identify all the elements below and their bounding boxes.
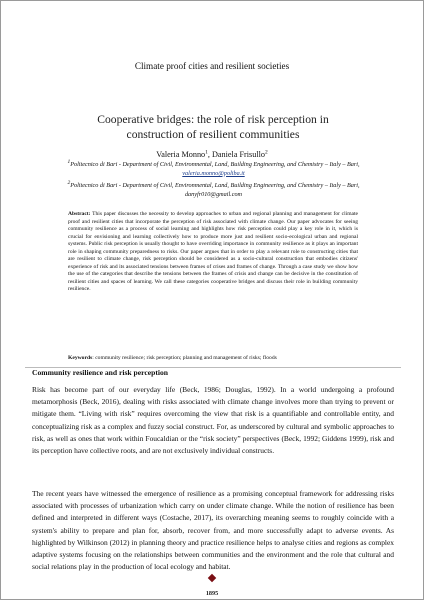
keywords (68, 355, 358, 363)
affil-text: Politecnico di Bari - Department of Civil, Environmental, Land, Building Engineering, and Chemistry – Italy – Bari, (70, 182, 360, 189)
abstract-label: Abstract: (68, 211, 91, 217)
affil-mark: 1 (67, 158, 71, 165)
paper-title-line1: Cooperative bridges: the role of risk perception in (97, 113, 329, 126)
page-footer (1, 575, 423, 600)
paper-title-line2: construction of resilient communities (126, 128, 300, 141)
affil-mark: 2 (67, 179, 71, 186)
body-paragraph-1: Risk has become part of our everyday life (Beck, 1986; Douglas, 1992). In a world undergoing a profound metamorphosis (Beck, 2016), dealing with risks associated with climate change involves more than trying to prevent or mitigate them. “Living with risk” requires overcoming the view that risk is a quantifiable and controllable entity, and conceptualizing risk as a complex and fuzzy social construct. For, as underscored by cultural and symbolic approaches to risk, as well as ones that work within Foucaldian or the “risk society” perspectives (Beck, 1992; Giddens 1999), risk and its perception have collective roots, and are not exclusively individual constructs. (32, 385, 394, 456)
author-email-link[interactable]: valeria.monno@poliba.it (182, 169, 245, 177)
affiliation-2 (61, 179, 366, 200)
paper-title (51, 112, 375, 142)
author-affil-mark: 2 (264, 149, 268, 156)
author-separator: , (207, 150, 212, 159)
author-name: Daniela Frisullo (212, 150, 265, 159)
author-affil-mark: 1 (205, 149, 208, 156)
abstract (68, 211, 358, 294)
author-email-text: danyfr010@gmail.com (184, 190, 243, 198)
keywords-text: : community resilience; risk perception; planning and management of risks; floods (92, 355, 277, 361)
ornament-icon (208, 574, 216, 582)
author-name: Valeria Monno (156, 150, 206, 159)
running-header: Climate proof cities and resilient societies (134, 61, 290, 71)
section-heading: Community resilience and risk perception (32, 368, 168, 377)
author-list (1, 150, 423, 159)
affil-text: Politecnico di Bari - Department of Civil, Environmental, Land, Building Engineering, and Chemistry – Italy – Bari, (70, 161, 360, 168)
affiliation-1 (61, 158, 366, 179)
body-paragraph-2: The recent years have witnessed the emergence of resilience as a promising conceptual framework for addressing risks associated with processes of urbanization which carry on under climate change. While the notion of resilience has been defined and interpreted in different ways (Costache, 2017), its overarching meaning seems to roughly coincide with a system's ability to prepare and plan for, absorb, recover from, and more successfully adapt to adverse events. As highlighted by Wilkinson (2012) in planning theory and practice resilience helps to analyse cities and regions as complex adaptive systems focusing on the relationships between communities and the environment and the role that cultural and social relations play in the production of local ecology and habitat. (32, 489, 394, 572)
page-number: 1895 (205, 590, 219, 597)
abstract-text: This paper discusses the necessity to develop approaches to urban and regional planning and management for climate proof and resilient cities that incorporate the perception of risk associated with climate change. Our paper advocates for seeing community resilience as a process of social learning and highlights how risk perception could play a key role in it, which is crucial for envisioning and learning collectively how to produce more just and resilient socio-ecological urban and regional systems. Public risk perception is usually thought to have overriding importance in community resilience as it plays an important role in shaping community preparedness to risks. Our paper argues that in order to play a relevant role to constructing cities that are resilient to climate change, risk perception should be considered as a socio-cultural construction that embodies citizens' experience of risk and its associated tensions between frames of crises and frames of change. Through a case study we show how the use of the categories that describe the tensions between the frames of crisis and change can be decisive in the constitution of resilient cities and spaces of learning. We call these categories cooperative bridges and discuss their role in building community resilience. (68, 211, 358, 293)
keywords-label: Keywords (68, 355, 93, 361)
